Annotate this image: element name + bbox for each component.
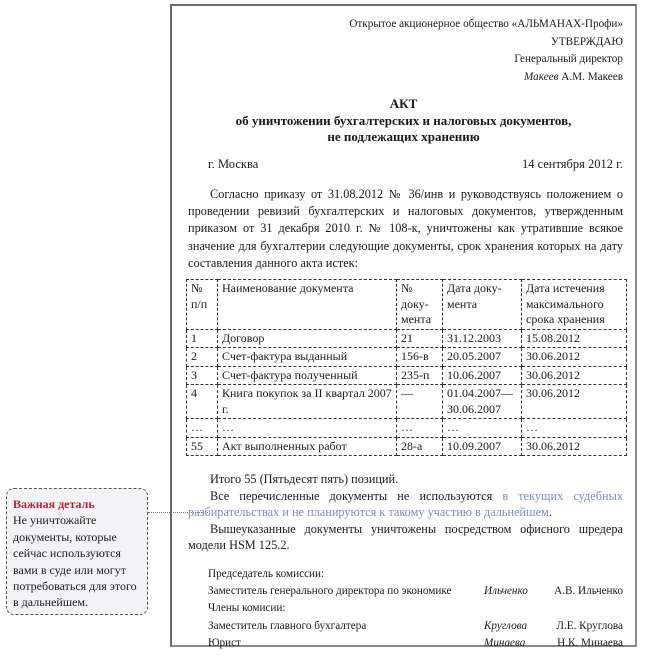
table-row <box>187 385 627 419</box>
table-row <box>187 419 627 438</box>
important-detail-callout <box>6 488 148 615</box>
chair-position: Заместитель генерального директора по экономике <box>208 585 452 598</box>
chair-signature: Ильченко <box>484 585 528 598</box>
table-row <box>187 437 627 456</box>
member-signature: Минаева <box>484 636 526 649</box>
place-date-line <box>208 157 623 172</box>
cell: 10.09.2007 <box>443 437 522 456</box>
members-label: Члены комисии: <box>208 602 286 615</box>
commission-block <box>208 566 623 652</box>
header-expiry-date: Дата истечения максимального срока хранения <box>522 280 627 330</box>
conclusion-section <box>188 471 623 554</box>
chair-name: А.В. Ильченко <box>554 585 623 598</box>
table-row <box>187 348 627 367</box>
director-signature: Макеев <box>524 70 559 83</box>
intro-paragraph: Согласно приказу от 31.08.2012 № 36/инв и руководствуясь положением о проведении ревизий бухгалтерских и налоговых документов, утвержденным приказом от 31 декабря 2010 г. № 108-к, уничтожены как утратившие всякое значение для бухгалтерии следующие документы, срок хранения которых на дату составления данного акта истек: <box>188 187 623 270</box>
statement-text: Все перечисленные документы не используются <box>210 488 503 503</box>
statement-end: . <box>548 505 552 519</box>
cell: 30.06.2012 <box>522 437 627 456</box>
cell: Акт выполненных работ <box>218 437 397 456</box>
destruction-statement: Вышеуказанные документы уничтожены посредством офисного шредера модели HSM 125.2. <box>188 521 623 552</box>
callout-title: Важная деталь <box>13 497 95 511</box>
table-row <box>187 366 627 385</box>
director-position: Генеральный директор <box>514 53 623 65</box>
cell: Счет-фактура полученный <box>218 366 397 385</box>
header-doc-number: № доку-мента <box>397 280 443 330</box>
approve-label: УТВЕРЖДАЮ <box>550 35 623 48</box>
cell: 10.06.2007 <box>443 366 522 385</box>
cell: 3 <box>187 366 218 385</box>
cell: 30.06.2012 <box>522 366 627 385</box>
highlighted-statement: в текущих судебных разбирательствах и не планируются к такому участию в дальнейшем <box>188 488 623 519</box>
cell: 55 <box>187 437 218 456</box>
act-document <box>170 4 637 647</box>
member-position: Юрист <box>208 636 241 649</box>
cell: Счет-фактура выданный <box>218 348 397 367</box>
table-row <box>187 329 627 348</box>
member-name: Л.Е. Круглова <box>556 619 623 632</box>
cell: 15.08.2012 <box>522 329 627 348</box>
cell: 2 <box>187 348 218 367</box>
cell: 28-а <box>397 437 443 456</box>
cell: 1 <box>187 329 218 348</box>
cell: 31.12.2003 <box>443 329 522 348</box>
chair-row <box>208 583 623 600</box>
document-date: 14 сентября 2012 г. <box>521 157 623 171</box>
cell: 20.05.2007 <box>443 348 522 367</box>
cell: … <box>397 419 443 438</box>
cell: … <box>218 419 397 438</box>
cell: Договор <box>218 329 397 348</box>
member-name: Н.К. Минаева <box>557 636 623 649</box>
cell: 30.06.2012 <box>522 385 627 419</box>
cell: 01.04.2007—30.06.2007 <box>443 385 522 419</box>
title-line-2: об уничтожении бухгалтерских и налоговых документов, <box>235 112 572 128</box>
destroyed-documents-table <box>186 279 627 456</box>
cell: 156-в <box>397 348 443 367</box>
total-line: Итого 55 (Пятьдесят пять) позиций. <box>210 472 399 486</box>
document-title <box>172 96 635 146</box>
organization-name: Открытое акционерное общество «АЛЬМАНАХ-Профи» <box>349 18 623 30</box>
header-number: № п/п <box>187 280 218 330</box>
cell: 235-п <box>397 366 443 385</box>
member-position: Заместитель главного бухгалтера <box>208 619 367 632</box>
title-line-3: не подлежащих хранению <box>327 129 480 144</box>
header-doc-date: Дата доку-мента <box>443 280 522 330</box>
approval-header <box>349 16 623 86</box>
cell: 21 <box>397 329 443 348</box>
title-line-1: АКТ <box>389 96 418 111</box>
cell: … <box>522 419 627 438</box>
table-header-row <box>187 280 627 330</box>
director-name: А.М. Макеев <box>561 70 623 83</box>
cell: Книга покупок за II квартал 2007 г. <box>218 385 397 419</box>
cell: 4 <box>187 385 218 419</box>
member-signature: Круглова <box>484 619 528 632</box>
callout-connector-line <box>148 512 208 513</box>
cell: — <box>397 385 443 419</box>
member-row <box>208 618 623 635</box>
callout-text: Не уничтожайте документы, которые сейчас используются вами в суде или могут потребоваться для этого в дальнейшем. <box>13 513 137 610</box>
usage-statement <box>188 488 623 521</box>
cell: … <box>443 419 522 438</box>
place: г. Москва <box>208 157 259 171</box>
cell: 30.06.2012 <box>522 348 627 367</box>
chair-label: Председатель комиссии: <box>208 568 325 580</box>
member-row <box>208 635 623 652</box>
cell: … <box>187 419 218 438</box>
header-doc-name: Наименование документа <box>218 280 397 330</box>
director-signature-line <box>349 69 623 87</box>
